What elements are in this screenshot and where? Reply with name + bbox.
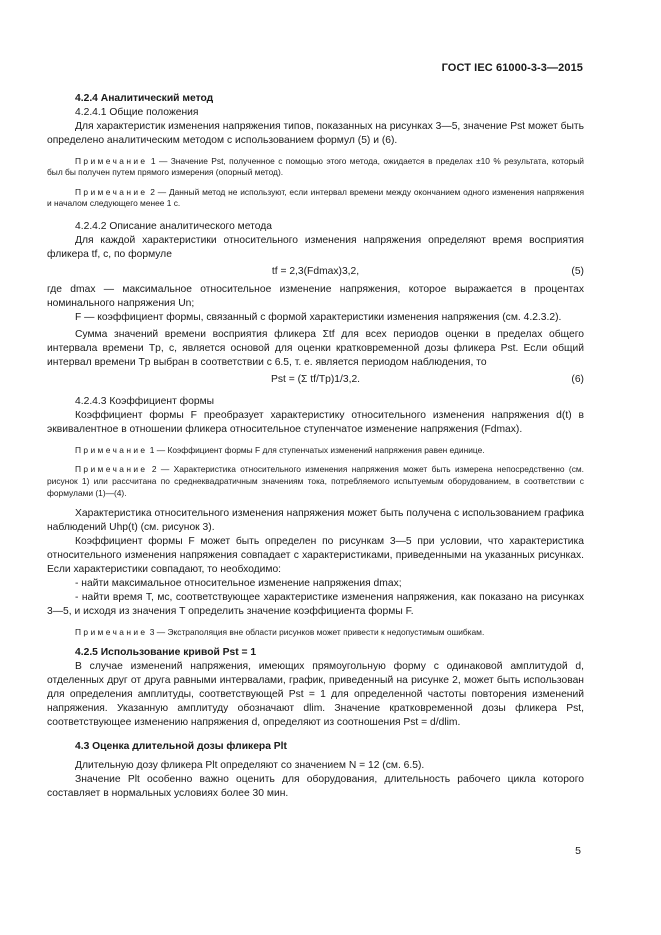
note-label: Примечание [75, 626, 148, 637]
note-label: Примечание [75, 444, 148, 455]
note-text: 2 — Данный метод не используют, если интервал времени между окончанием одного изменения напряжения и началом следующего менее 1 с. [47, 186, 584, 209]
note-4 [47, 464, 584, 499]
page-content [47, 92, 584, 801]
note-label: Примечание [75, 186, 148, 197]
note-text: 1 — Значение Pst, полученное с помощью этого метода, ожидается в пределах ±10 % результата, который был бы получен путем прямого измерения (опорный метод). [47, 155, 584, 178]
paragraph: Коэффициент формы F может быть определен по рисункам 3—5 при условии, что характеристика относительного изменения напряжения совпадает с характеристиками, приведенными на указанных рисунках. Если характеристики совпадают, то необходимо: [47, 536, 584, 575]
formula-expression: Pst = (Σ tf/Tp)1/3,2. [270, 374, 361, 386]
formula-6 [47, 373, 584, 391]
section-4-3-heading: 4.3 Оценка длительной дозы фликера Plt [75, 740, 287, 752]
definition-f: F — коэффициент формы, связанный с формой характеристики изменения напряжения (см. 4.2.3.2). [75, 311, 562, 323]
list-item: - найти время T, мс, соответствующее характеристике изменения напряжения, как показано на рисунках 3—5, и исходя из значения T определить значение коэффициента формы F. [47, 591, 584, 617]
formula-expression: tf = 2,3(Fdmax)3,2, [271, 265, 360, 277]
paragraph: Для характеристик изменения напряжения типов, показанных на рисунках 3—5, значение Pst может быть определено аналитическим методом с использованием формул (5) и (6). [47, 120, 584, 146]
paragraph: Длительную дозу фликера Plt определяют со значением N = 12 (см. 6.5). [75, 760, 425, 772]
paragraph: Характеристика относительного изменения напряжения может быть получена с использованием графика наблюдений Uhp(t) (см. рисунок 3). [47, 508, 584, 534]
note-5 [47, 627, 584, 639]
formula-5 [47, 265, 584, 283]
note-label: Примечание [75, 464, 148, 475]
formula-number: (6) [571, 374, 584, 386]
definitions [47, 283, 584, 325]
definition-lhs: где dmax — [47, 283, 123, 295]
paragraph: В случае изменений напряжения, имеющих прямоугольную форму с одинаковой амплитудой d, отделенных друг от друга равными интервалами, график, приведенный на рисунке 2, может быть использован для определения амплитуды, соответствующей Pst = 1 для определенной частоты повторения изменений напряжения. Указанную амплитуду обозначают dlim. Значение кратковременной дозы фликера Pst, соответствующее изменению напряжения d, определяют из соотношения Pst = d/dlim. [47, 661, 584, 728]
note-2 [47, 187, 584, 210]
formula-number: (5) [571, 265, 584, 277]
page-number: 5 [575, 845, 581, 857]
note-text: 3 — Экстраполяция вне области рисунков может привести к недопустимым ошибкам. [147, 626, 485, 637]
paragraph: Коэффициент формы F преобразует характеристику относительного изменения напряжения d(t) в эквивалентное в отношении фликера относительное ступенчатое изменение напряжения (Fdmax). [47, 410, 584, 435]
definition-dmax [47, 283, 584, 311]
note-1 [47, 156, 584, 179]
section-4-2-4-3-title: 4.2.4.3 Коэффициент формы [75, 396, 215, 408]
paragraph: Значение Plt особенно важно оценить для оборудования, длительность рабочего цикла которого составляет в нормальных условиях более 30 мин. [47, 774, 584, 800]
note-3 [47, 445, 584, 457]
section-4-2-5-heading: 4.2.5 Использование кривой Pst = 1 [75, 647, 257, 659]
note-label: Примечание [75, 155, 148, 166]
definition-text: максимальное относительное изменение напряжения, которое выражается в процентах номинального напряжения Un; [47, 283, 584, 309]
paragraph: Сумма значений времени восприятия фликера Σtf для всех периодов оценки в пределах общего интервала времени Tp, с, является основой для оценки кратковременной дозы фликера Pst. Если общий интервал времени Tp выбран в соответствии с 6.5, т. е. является периодом наблюдения, то [47, 329, 584, 369]
section-4-2-4-2-title: 4.2.4.2 Описание аналитического метода [75, 221, 272, 232]
document-header: ГОСТ IEC 61000-3-3—2015 [441, 62, 583, 74]
list-item: - найти максимальное относительное изменение напряжения dmax; [75, 577, 402, 589]
section-4-2-4-heading: 4.2.4 Аналитический метод [75, 93, 214, 104]
note-text: 2 — Характеристика относительного изменения напряжения может быть измерена непосредственно (см. рисунок 1) или рассчитана по среднеквадратичным значениям тока, потребляемого испытуемым оборудованием, в соответствии с формулами (1)—(4). [47, 464, 584, 498]
paragraph: Для каждой характеристики относительного изменения напряжения определяют время восприятия фликера tf, с, по формуле [47, 234, 584, 260]
section-4-2-4-1-title: 4.2.4.1 Общие положения [75, 106, 199, 118]
note-text: 1 — Коэффициент формы F для ступенчатых изменений напряжения равен единице. [147, 444, 485, 455]
